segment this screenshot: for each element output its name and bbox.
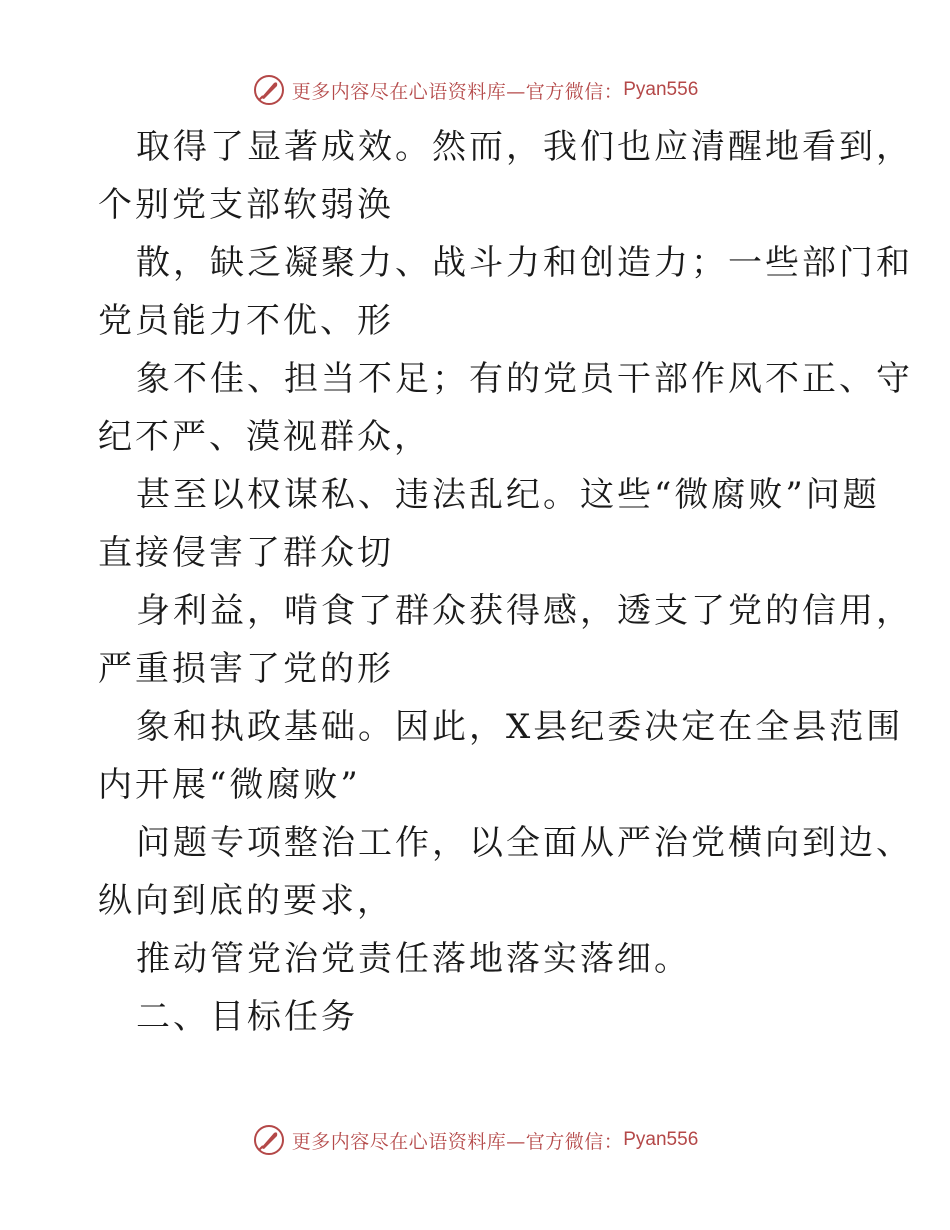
text-line: 象和执政基础。因此，X县纪委决定在全县范围 [136,707,904,747]
text-line: 内开展“微腐败” [98,765,361,805]
watermark-wechat-id: Pyan556 [623,1129,699,1150]
text-line: 党员能力不优、形 [98,301,394,341]
section-heading: 二、目标任务 [136,997,358,1037]
quill-logo-icon [252,1123,286,1157]
text-line: 纪不严、漠视群众， [98,417,431,457]
text-line: 散，缺乏凝聚力、战斗力和创造力；一些部门和 [136,243,913,283]
text-line: 象不佳、担当不足；有的党员干部作风不正、守 [136,359,913,399]
text-line: 个别党支部软弱涣 [98,185,394,225]
text-line: 直接侵害了群众切 [98,533,394,573]
text-line: 纵向到底的要求， [98,881,394,921]
text-line: 推动管党治党责任落地落实落细。 [136,939,691,979]
text-line: 问题专项整治工作，以全面从严治党横向到边、 [136,823,913,863]
text-line: 甚至以权谋私、违法乱纪。这些“微腐败”问题 [136,475,880,515]
document-body [98,118,913,1046]
watermark-wechat-id: Pyan556 [623,79,699,100]
quill-logo-icon [252,73,286,107]
header-watermark [0,70,950,110]
text-line: 严重损害了党的形 [98,649,394,689]
text-line: 身利益，啃食了群众获得感，透支了党的信用， [136,591,913,631]
watermark-text: 更多内容尽在心语资料库—官方微信： [291,80,624,103]
text-line: 取得了显著成效。然而，我们也应清醒地看到， [136,127,913,167]
watermark-text: 更多内容尽在心语资料库—官方微信： [291,1130,624,1153]
footer-watermark [0,1120,950,1160]
